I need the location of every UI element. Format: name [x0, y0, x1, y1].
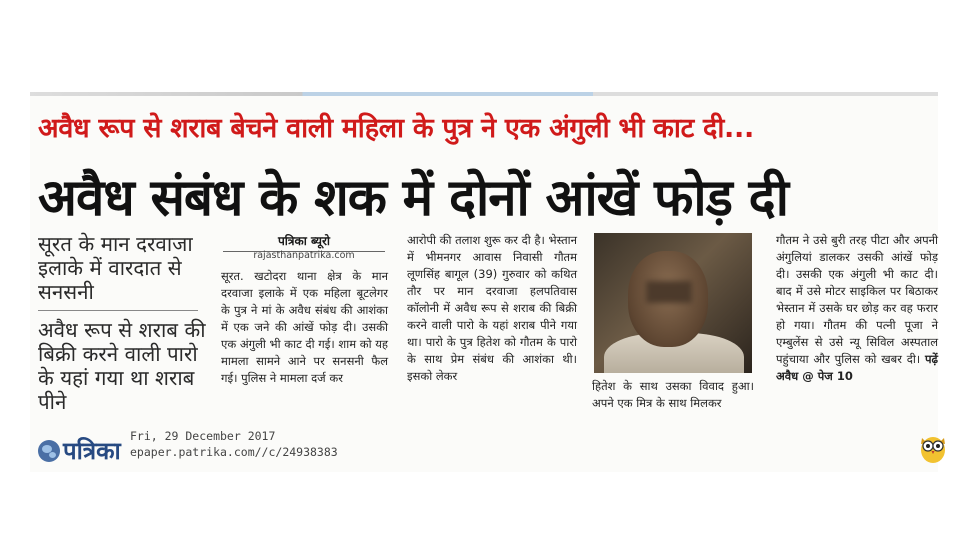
- top-rule: [30, 92, 938, 96]
- victim-photo: [594, 233, 752, 373]
- byline-website: rajasthanpatrika.com: [253, 250, 355, 261]
- logo-text: पत्रिका: [63, 437, 121, 465]
- continued-link[interactable]: पढ़ें अवैध @ पेज 10: [776, 352, 939, 383]
- article-column-2: आरोपी की तलाश शुरू कर दी है। भेस्तान में भीमनगर आवास निवासी गौतम लूणसिंह बागूल (39) गुरुवार को कथित तौर पर मान दरवाजा हलपतिवास कॉलोनी में अवैध रूप से शराब की बिक्री करने वाली पारो के यहां शराब पीने गया था। पारो के पुत्र हितेश को गौतम के पारो के साथ प्रेम संबंध की आशंका थी। इसको लेकर: [407, 233, 577, 383]
- photo-eye-blur: [646, 281, 692, 303]
- article-column-4-text: गौतम ने उसे बुरी तरह पीटा और अपनी अंगुलियां डालकर उसकी आंखें फोड़ दी। उसकी एक अंगुली भी काट दी। बाद में उसे मोटर साइकिल पर बिठाकर भेस्तान में उसके घर छोड़ कर वह फरार हो गया। गौतम की पत्नी पूजा ने एम्बुलेंस से उसे न्यू सिविल अस्पताल पहुंचाया और पुलिस को खबर दी।: [776, 233, 938, 366]
- footer-meta: [130, 428, 338, 460]
- epaper-url[interactable]: epaper.patrika.com//c/24938383: [130, 445, 338, 459]
- edition-date: Fri, 29 December 2017: [130, 429, 276, 443]
- deck-text-1: सूरत के मान दरवाजा इलाके में वारदात से सनसनी: [38, 232, 193, 304]
- epaper-footer: [30, 426, 938, 472]
- deck-divider: [38, 310, 198, 311]
- owl-icon: [918, 430, 948, 464]
- article-column-3: हितेश के साथ उसका विवाद हुआ। अपने एक मित्र के साथ मिलकर: [592, 379, 754, 410]
- article-column-1: सूरत. खटोदरा थाना क्षेत्र के मान दरवाजा इलाके में एक महिला बूटलेगर के पुत्र ने मां के अवैध संबंध की आशंका में एक जने की आंखें फोड़ दी। उसकी एक अंगुली भी काट दी गई। शाम को यह मामला सामने आने पर सनसनी फैल गई। पुलिस ने मामला दर्ज कर: [221, 269, 388, 385]
- kicker-headline: अवैध रूप से शराब बेचने वाली महिला के पुत्र ने एक अंगुली भी काट दी...: [38, 113, 754, 144]
- deck-text-2: अवैध रूप से शराब की बिक्री करने वाली पारो के यहां गया था शराब पीने: [38, 318, 206, 414]
- main-headline: अवैध संबंध के शक में दोनों आंखें फोड़ दी: [38, 169, 788, 228]
- globe-icon: [38, 440, 60, 462]
- patrika-logo[interactable]: [38, 434, 121, 467]
- article-column-4: [776, 232, 938, 385]
- byline: पत्रिका ब्यूरो: [223, 232, 385, 252]
